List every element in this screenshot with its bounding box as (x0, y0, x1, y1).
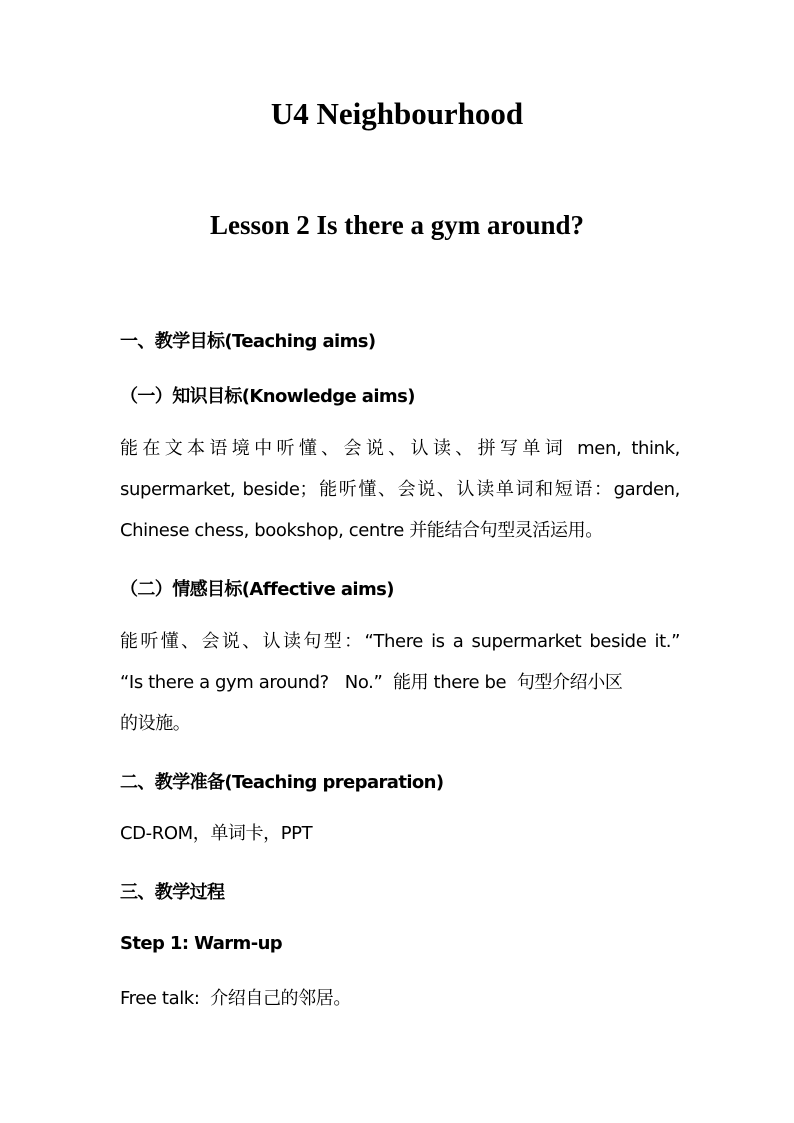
lesson-subtitle: Lesson 2 Is there a gym around? (209, 210, 585, 240)
preparation-text: CD-ROM，单词卡，PPT (120, 823, 313, 844)
paragraph-line: 的设施。 (120, 713, 191, 734)
paragraph-line: supermarket, beside；能听懂、会说、认读单词和短语：garden, (120, 479, 680, 500)
step1-heading: Step 1: Warm-up (120, 933, 283, 954)
knowledge-aims-paragraph (120, 428, 680, 551)
paragraph-line: 能在文本语境中听懂、会说、认读、拼写单词 men, think, (120, 438, 680, 459)
paragraph-line: “Is there a gym around? No.” 能用 there be 句型介绍小区 (120, 672, 623, 693)
knowledge-aims-heading: （一）知识目标(Knowledge aims) (120, 386, 415, 407)
process-heading: 三、教学过程 (120, 882, 225, 903)
preparation-heading: 二、教学准备(Teaching preparation) (120, 772, 444, 793)
step1-text: Free talk: 介绍自己的邻居。 (120, 988, 351, 1009)
paragraph-line: Chinese chess, bookshop, centre 并能结合句型灵活运用。 (120, 520, 603, 541)
affective-aims-paragraph (120, 621, 680, 744)
affective-aims-heading: （二）情感目标(Affective aims) (120, 579, 394, 600)
document-title: U4 Neighbourhood (270, 96, 524, 131)
teaching-aims-heading: 一、教学目标(Teaching aims) (120, 331, 376, 352)
paragraph-line: 能听懂、会说、认读句型：“There is a supermarket beside it.” (120, 631, 680, 652)
